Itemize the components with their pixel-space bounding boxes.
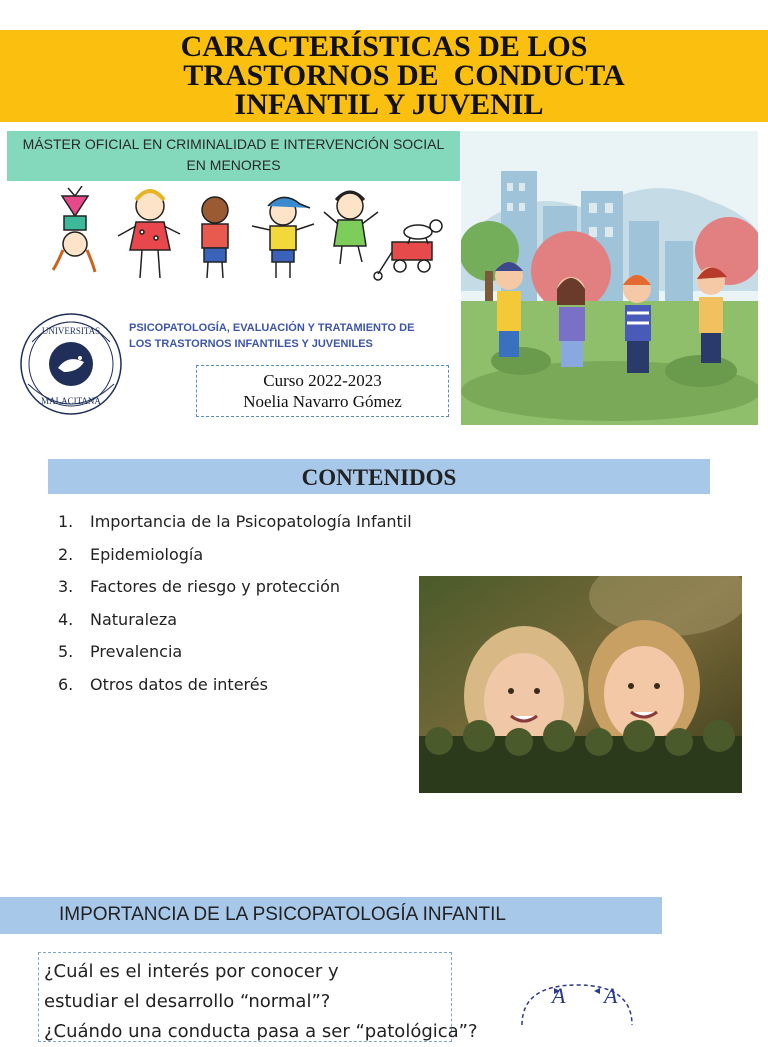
list-item: 2. Epidemiología [58, 544, 204, 564]
list-item: 3. Factores de riesgo y protección [58, 577, 341, 596]
importance-heading: IMPORTANCIA DE LA PSICOPATOLOGÍA INFANTIL [0, 897, 662, 934]
title-line-2: TRASTORNOS DE CONDUCTA [183, 59, 625, 92]
kids-drawing-illustration [40, 186, 452, 286]
subject-title [129, 320, 459, 352]
course-info-box [196, 365, 449, 417]
question-3: ¿Cuándo una conducta pasa a ser “patológica”? [44, 1021, 478, 1042]
seal-text-bottom: MALACITANA [41, 396, 101, 406]
children-photo [419, 576, 742, 793]
question-2: estudiar el desarrollo “normal”? [44, 991, 331, 1012]
cycle-node-b: A [604, 983, 618, 1008]
subject-line-1: PSICOPATOLOGÍA, EVALUACIÓN Y TRATAMIENTO DE [129, 322, 415, 334]
seal-text-top: UNIVERSITAS [41, 326, 101, 336]
contents-list [58, 508, 412, 703]
title-line-3: INFANTIL Y JUVENIL [234, 88, 544, 121]
questions-box [38, 952, 478, 1042]
contents-heading: CONTENIDOS [48, 459, 710, 494]
university-seal-logo [14, 312, 128, 416]
question-1: ¿Cuál es el interés por conocer y [44, 961, 339, 982]
title-line-1: CARACTERÍSTICAS DE LOS [180, 30, 588, 63]
cycle-diagram [512, 975, 642, 1035]
cycle-node-a: A [552, 983, 566, 1008]
course-author: Noelia Navarro Gómez [243, 392, 402, 411]
master-line-1: MÁSTER OFICIAL EN CRIMINALIDAD E INTERVENCIÓN SOCIAL [22, 136, 445, 152]
list-item: 5. Prevalencia [58, 642, 183, 661]
list-item: 6. Otros datos de interés [58, 674, 268, 694]
list-item: 4. Naturaleza [58, 609, 178, 629]
page-title [0, 30, 768, 119]
master-line-2: EN MENORES [186, 157, 281, 173]
children-park-illustration [461, 131, 758, 425]
list-item: 1. Importancia de la Psicopatología Infantil [58, 512, 412, 531]
subject-line-2: LOS TRASTORNOS INFANTILES Y JUVENILES [129, 338, 373, 350]
master-program-box [7, 131, 460, 181]
course-year: Curso 2022-2023 [263, 371, 382, 390]
